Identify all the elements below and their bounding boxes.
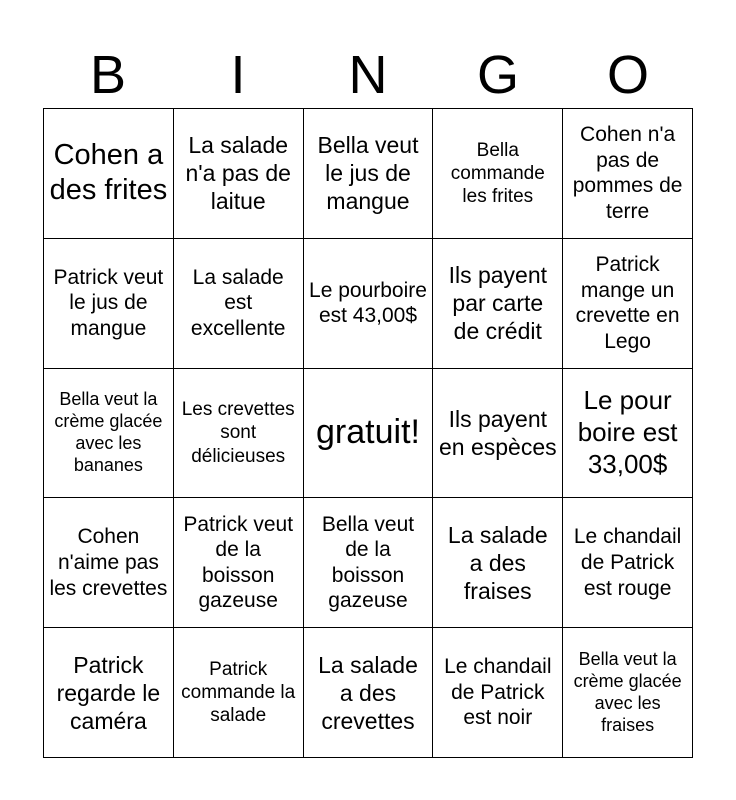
bingo-cell[interactable]: [44, 239, 174, 369]
cell-text: Bella commande les frites: [450, 139, 545, 207]
bingo-board: [43, 108, 693, 758]
header-letter-b: B: [89, 45, 127, 105]
bingo-cell[interactable]: [174, 369, 304, 499]
cell-text: Patrick regarde le caméra: [56, 651, 161, 734]
free-space-text: gratuit!: [316, 413, 420, 452]
bingo-header: [43, 42, 693, 108]
header-letter-g: G: [476, 45, 519, 105]
cell-text: Bella veut la crème glacée avec les fraises: [573, 648, 682, 735]
bingo-cell[interactable]: [304, 498, 434, 628]
cell-text: Bella veut de la boisson gazeuse: [321, 512, 415, 613]
cell-text: Bella veut la crème glacée avec les bananes: [54, 389, 163, 475]
bingo-cell[interactable]: [563, 109, 693, 239]
cell-text: Le pour boire est 33,00$: [577, 385, 678, 479]
cell-text: Cohen n'a pas de pommes de terre: [572, 123, 683, 223]
bingo-cell[interactable]: [174, 109, 304, 239]
header-letter-i: I: [230, 45, 246, 105]
bingo-cell[interactable]: [433, 369, 563, 499]
cell-text: La salade est excellente: [190, 265, 286, 340]
cell-text: Bella veut le jus de mangue: [317, 132, 419, 215]
cell-text: Patrick mange un crevette en Lego: [575, 252, 680, 353]
cell-text: Ils payent en espèces: [438, 405, 557, 460]
bingo-cell[interactable]: [44, 498, 174, 628]
bingo-cell[interactable]: [433, 109, 563, 239]
bingo-cell[interactable]: [174, 628, 304, 758]
bingo-cell[interactable]: [44, 109, 174, 239]
bingo-cell[interactable]: [563, 239, 693, 369]
bingo-cell[interactable]: [433, 239, 563, 369]
bingo-cell[interactable]: [304, 628, 434, 758]
bingo-cell[interactable]: [433, 628, 563, 758]
bingo-cell[interactable]: [433, 498, 563, 628]
bingo-cell[interactable]: [174, 498, 304, 628]
bingo-cell[interactable]: [44, 628, 174, 758]
cell-text: Patrick commande la salade: [181, 658, 296, 727]
bingo-cell[interactable]: [174, 239, 304, 369]
cell-text: Cohen a des frites: [49, 139, 168, 207]
cell-text: Les crevettes sont délicieuses: [181, 399, 295, 467]
header-letter-o: O: [606, 45, 649, 105]
bingo-cell[interactable]: [563, 369, 693, 499]
cell-text: Cohen n'aime pas les crevettes: [49, 525, 168, 600]
cell-text: La salade n'a pas de laitue: [185, 132, 291, 215]
header-letter-n: N: [348, 45, 388, 105]
cell-text: Patrick veut de la boisson gazeuse: [183, 512, 294, 613]
free-space-cell[interactable]: [304, 369, 434, 499]
cell-text: La salade a des crevettes: [318, 651, 418, 734]
bingo-cell[interactable]: [563, 498, 693, 628]
cell-text: La salade a des fraises: [447, 521, 548, 604]
bingo-cell[interactable]: [44, 369, 174, 499]
cell-text: Ils payent par carte de crédit: [448, 262, 548, 345]
bingo-cell[interactable]: [563, 628, 693, 758]
bingo-cell[interactable]: [304, 109, 434, 239]
cell-text: Le chandail de Patrick est noir: [444, 655, 552, 730]
cell-text: Patrick veut le jus de mangue: [53, 265, 164, 340]
cell-text: Le chandail de Patrick est rouge: [573, 525, 682, 600]
cell-text: Le pourboire est 43,00$: [309, 278, 427, 328]
bingo-cell[interactable]: [304, 239, 434, 369]
